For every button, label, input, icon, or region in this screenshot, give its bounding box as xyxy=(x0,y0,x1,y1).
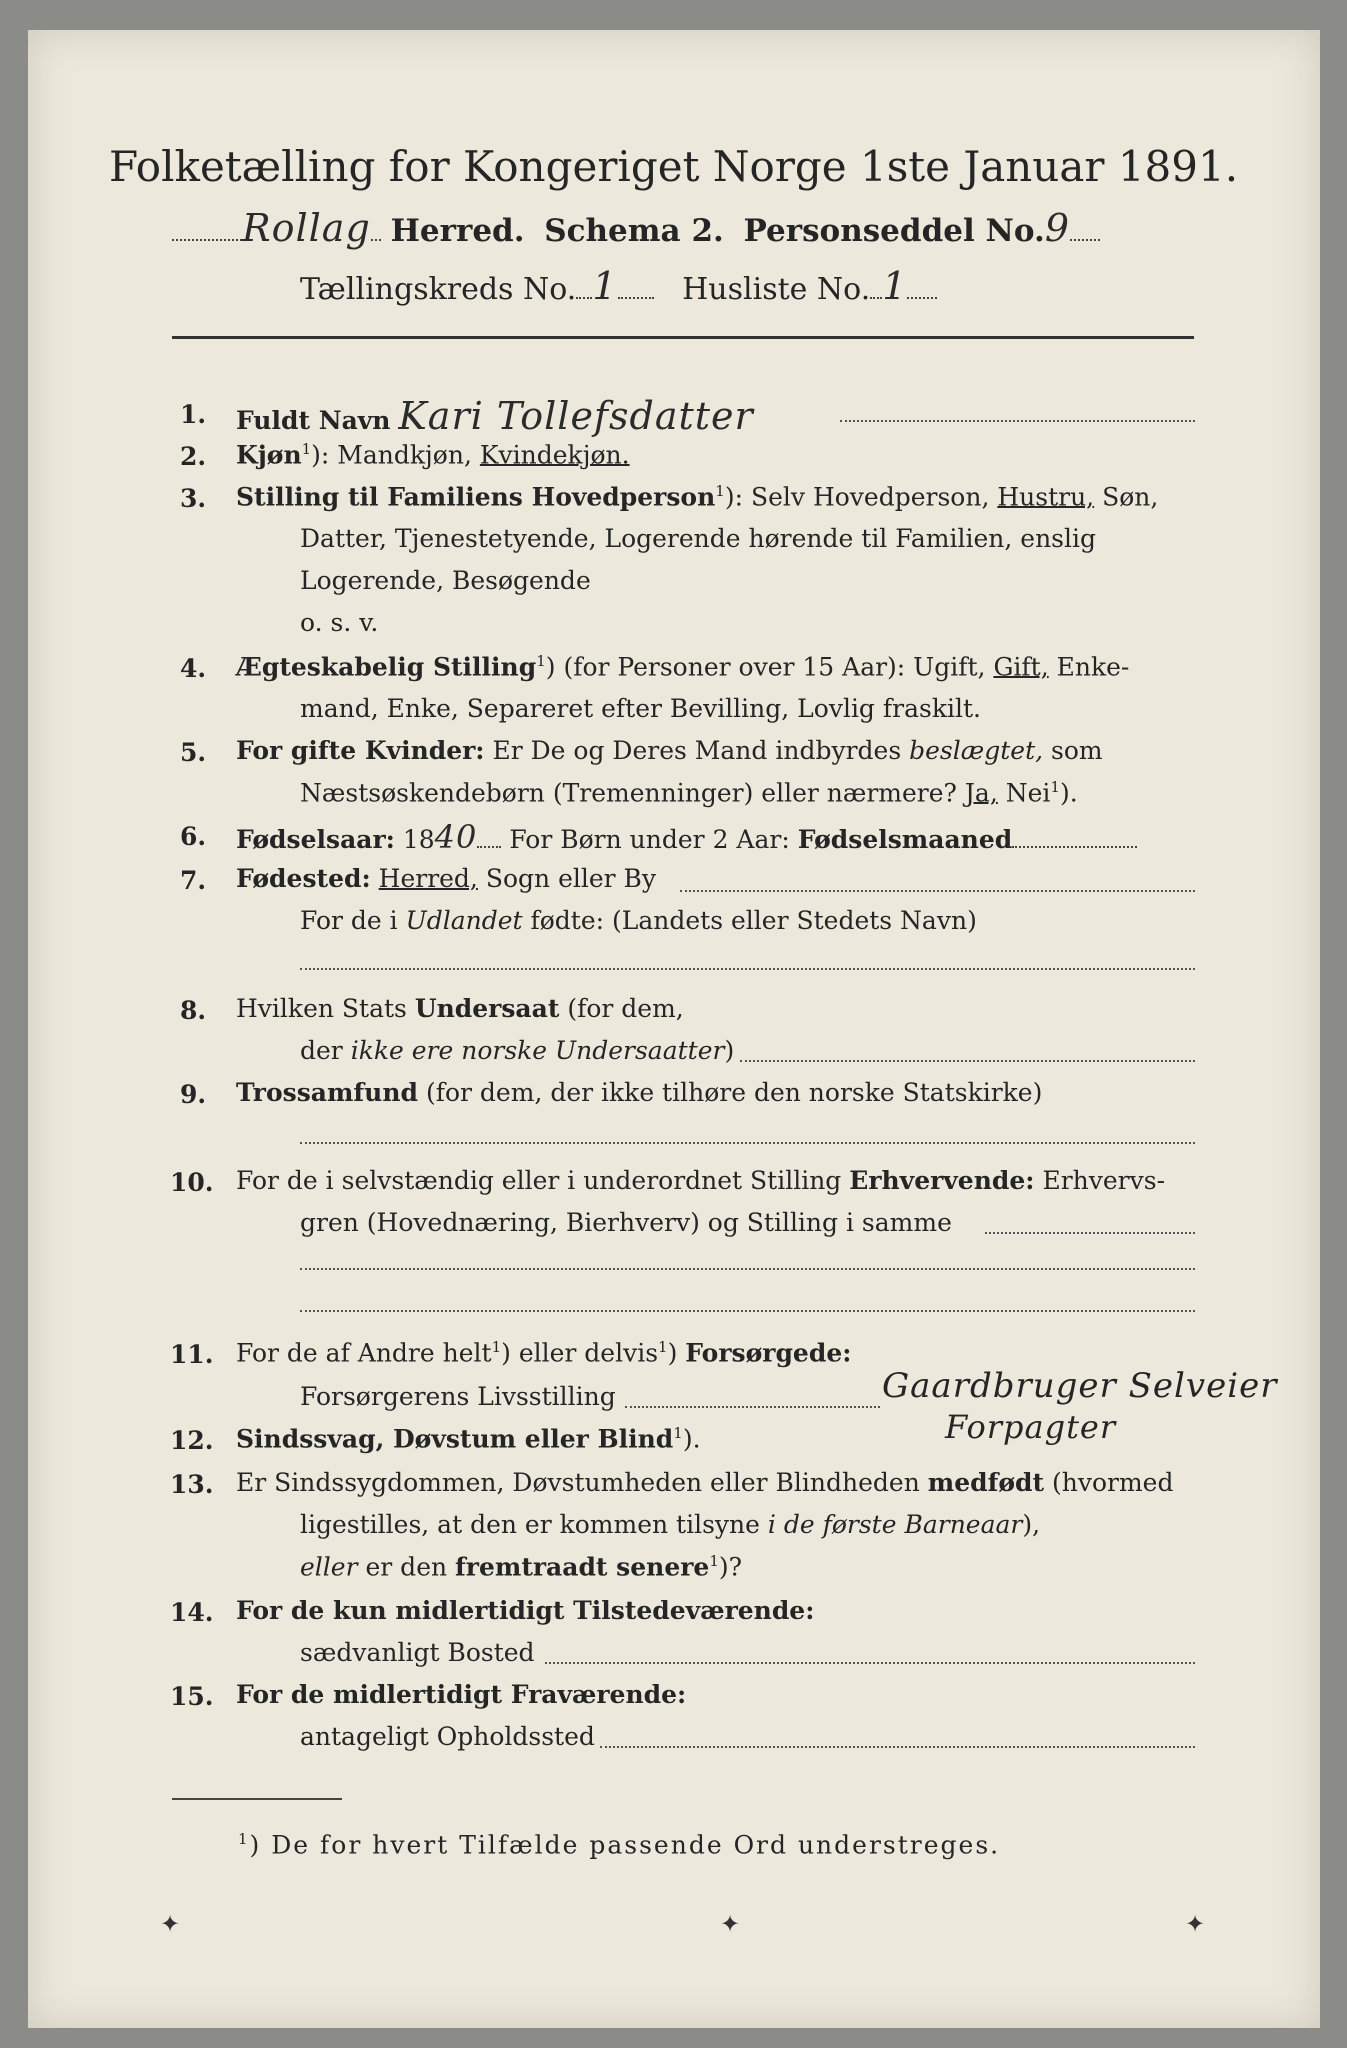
f10-number: 10. xyxy=(170,1168,214,1197)
f13-line2-b: i de første Barneaar xyxy=(767,1510,1023,1539)
f6-value: 40 xyxy=(434,818,478,856)
f10-blank-line-1 xyxy=(300,1268,1195,1270)
f4-line1-b: Gift, xyxy=(993,652,1049,682)
f11-line1-b: ) eller delvis xyxy=(501,1338,659,1368)
f9-blank-line xyxy=(300,1142,1195,1144)
f13-line1-b: medfødt xyxy=(927,1468,1045,1497)
f9-label: Trossamfund xyxy=(236,1078,419,1107)
registration-mark-center-icon: ✦ xyxy=(720,1910,741,1938)
f8-row-1 xyxy=(236,994,684,1023)
f2-row xyxy=(236,440,630,469)
f7-row-2 xyxy=(300,906,977,935)
f6-number: 6. xyxy=(180,822,207,851)
f2-text-b: Kvindekjøn. xyxy=(479,440,630,470)
header-divider xyxy=(172,336,1194,339)
f5-sup: 1 xyxy=(1050,778,1060,796)
f5-line2-d: ). xyxy=(1059,778,1078,808)
f13-line2-c: ), xyxy=(1022,1510,1041,1539)
f6-label2: Fødselsmaaned xyxy=(797,825,1013,854)
herred-line xyxy=(172,206,1100,250)
f9-row xyxy=(236,1078,1042,1107)
f10-blank-line-2 xyxy=(300,1310,1195,1312)
f5-number: 5. xyxy=(180,738,207,767)
f5-label: For gifte Kvinder: xyxy=(236,736,485,765)
f13-sup: 1 xyxy=(709,1552,719,1570)
schema-label: Schema 2. xyxy=(544,213,724,249)
f4-row-1 xyxy=(236,652,1129,681)
f3-row-4: o. s. v. xyxy=(300,608,379,637)
f13-line3-c: fremtraadt senere xyxy=(455,1552,710,1582)
f4-label: Ægteskabelig Stilling xyxy=(236,652,537,682)
f5-row-1 xyxy=(236,736,1103,765)
personseddel-label: Personseddel No. xyxy=(743,213,1045,249)
f7-line2-a: For de i xyxy=(300,906,406,935)
f6-label: Fødselsaar: xyxy=(236,825,395,854)
f8-row-2 xyxy=(300,1036,734,1065)
f8-line1-c: (for dem, xyxy=(559,994,684,1023)
f11-row-2: Forsørgerens Livsstilling xyxy=(300,1382,616,1411)
f11-value-a: Gaardbruger Selveier xyxy=(882,1366,1278,1406)
f3-line1-b: Hustru, xyxy=(997,482,1095,512)
f6-row xyxy=(236,818,1137,856)
f7-text-a xyxy=(371,864,379,893)
f5-line2-c: Nei xyxy=(997,778,1051,808)
f5-line2-b: Ja, xyxy=(964,778,998,808)
f12-number: 12. xyxy=(170,1426,214,1455)
f7-number: 7. xyxy=(180,866,207,895)
f13-line1-a: Er Sindssygdommen, Døvstumheden eller Blindheden xyxy=(236,1468,928,1497)
personseddel-value: 9 xyxy=(1044,206,1070,250)
f3-label: Stilling til Familiens Hovedperson xyxy=(236,482,716,512)
f13-line2-a: ligestilles, at den er kommen tilsyne xyxy=(300,1510,768,1539)
f7-line2-b: Udlandet xyxy=(405,906,523,935)
f7-text-c: Sogn eller By xyxy=(477,864,657,893)
husliste-value: 1 xyxy=(882,264,908,308)
f7-row-1 xyxy=(236,864,656,893)
f8-line1-a: Hvilken Stats xyxy=(236,994,415,1023)
f13-line1-c: (hvormed xyxy=(1044,1468,1174,1497)
f3-row-3: Logerende, Besøgende xyxy=(300,566,591,595)
footnote-divider xyxy=(172,1798,342,1800)
f4-number: 4. xyxy=(180,654,207,683)
f11-number: 11. xyxy=(170,1340,214,1369)
f15-number: 15. xyxy=(170,1682,214,1711)
f1-number: 1. xyxy=(180,400,207,429)
f8-line2-a: der xyxy=(300,1036,351,1065)
herred-value: Rollag xyxy=(242,206,371,250)
f8-number: 8. xyxy=(180,996,207,1025)
f10-dotted-line xyxy=(985,1232,1195,1234)
f6-text: For Børn under 2 Aar: xyxy=(501,825,798,854)
f14-dotted-line xyxy=(545,1662,1195,1664)
kreds-line xyxy=(300,264,937,308)
f4-line1-c: Enke- xyxy=(1048,652,1130,682)
f2-number: 2. xyxy=(180,442,207,471)
f11-line1-a: For de af Andre helt xyxy=(236,1338,492,1368)
f1-row xyxy=(236,394,754,438)
f14-label: For de kun midlertidigt Tilstedeværende: xyxy=(236,1596,815,1625)
f7-line2-c: fødte: (Landets eller Stedets Navn) xyxy=(522,906,977,935)
f7-label: Fødested: xyxy=(236,864,371,893)
f11-dotted-line xyxy=(625,1406,880,1408)
f11-row-1 xyxy=(236,1338,851,1367)
f3-sup: 1 xyxy=(715,482,725,500)
f4-sup: 1 xyxy=(536,652,546,670)
f5-line2-a: Næstsøskendebørn (Tremenninger) eller nærmere? xyxy=(300,778,965,808)
f10-line1-a: For de i selvstændig eller i underordnet Stilling xyxy=(236,1166,850,1195)
f3-line1-c: Søn, xyxy=(1094,482,1159,512)
herred-label: Herred. xyxy=(390,213,525,249)
kreds-label: Tællingskreds No. xyxy=(300,272,577,307)
f9-number: 9. xyxy=(180,1080,207,1109)
form-title: Folketælling for Kongeriget Norge 1ste Januar 1891. xyxy=(108,142,1239,191)
f9-text: (for dem, der ikke tilhøre den norske Statskirke) xyxy=(418,1078,1043,1107)
f3-number: 3. xyxy=(180,484,207,513)
f12-end: ). xyxy=(682,1424,701,1454)
f8-dotted-line xyxy=(740,1060,1195,1062)
f8-line1-b: Undersaat xyxy=(414,994,560,1023)
f11-line1-c: ) xyxy=(667,1338,686,1368)
f10-row-1 xyxy=(236,1166,1165,1195)
footnote-text: ) De for hvert Tilfælde passende Ord understreges. xyxy=(249,1830,1001,1860)
f5-line1-b: beslægtet, xyxy=(909,736,1044,765)
f3-line1-a: ): Selv Hovedperson, xyxy=(724,482,998,512)
f13-line3-d: )? xyxy=(718,1552,743,1582)
f14-number: 14. xyxy=(170,1598,214,1627)
f3-row-2: Datter, Tjenestetyende, Logerende hørende til Familien, enslig xyxy=(300,524,1097,553)
f1-dotted-line xyxy=(840,420,1195,422)
f14-row-2: sædvanligt Bosted xyxy=(300,1638,535,1667)
f2-text-a: ): Mandkjøn, xyxy=(311,440,480,470)
f1-label: Fuldt Navn xyxy=(236,406,391,435)
f10-line1-b: Erhvervende: xyxy=(849,1166,1035,1195)
f10-row-2: gren (Hovednæring, Bierhverv) og Stilling i samme xyxy=(300,1208,952,1237)
f3-row-1 xyxy=(236,482,1158,511)
f8-line2-c: ) xyxy=(724,1036,735,1065)
f11-sup-2: 1 xyxy=(658,1338,668,1356)
census-form-sheet xyxy=(28,30,1320,2028)
f13-number: 13. xyxy=(170,1470,214,1499)
f5-line1-a: Er De og Deres Mand indbyrdes xyxy=(484,736,910,765)
f13-row-3 xyxy=(300,1552,742,1581)
f13-line3-a: eller xyxy=(300,1552,358,1582)
f12-sup: 1 xyxy=(673,1424,683,1442)
f2-label: Kjøn xyxy=(236,440,302,470)
f13-line3-b: er den xyxy=(357,1552,456,1582)
f12-row xyxy=(236,1424,701,1453)
f5-row-2 xyxy=(300,778,1078,807)
f13-row-2 xyxy=(300,1510,1040,1539)
husliste-label: Husliste No. xyxy=(682,272,871,307)
f11-sup-1: 1 xyxy=(491,1338,502,1356)
f12-label: Sindssvag, Døvstum eller Blind xyxy=(236,1424,674,1454)
f4-row-2: mand, Enke, Separeret efter Bevilling, Lovlig fraskilt. xyxy=(300,694,981,723)
f7-dotted-line xyxy=(680,890,1195,892)
f15-dotted-line xyxy=(600,1746,1195,1748)
footnote xyxy=(238,1830,1000,1859)
f2-sup: 1 xyxy=(301,440,312,458)
f13-row-1 xyxy=(236,1468,1173,1497)
footnote-mark: 1 xyxy=(238,1830,250,1848)
f1-value: Kari Tollefsdatter xyxy=(398,394,754,438)
f7-text-b: Herred, xyxy=(378,864,478,893)
f11-line1-d: Forsørgede: xyxy=(685,1338,852,1368)
f15-label: For de midlertidigt Fraværende: xyxy=(236,1680,687,1709)
f5-line1-c: som xyxy=(1043,736,1103,765)
f11-value-b: Forpagter xyxy=(945,1408,1117,1446)
f10-line1-c: Erhvervs- xyxy=(1034,1166,1166,1195)
f8-line2-b: ikke ere norske Undersaatter xyxy=(350,1036,725,1065)
registration-mark-right-icon: ✦ xyxy=(1185,1910,1206,1938)
f7-blank-line xyxy=(300,968,1195,970)
f6-prefix: 18 xyxy=(394,825,435,854)
kreds-value: 1 xyxy=(592,264,618,308)
f15-row-2: antageligt Opholdssted xyxy=(300,1722,595,1751)
registration-mark-left-icon: ✦ xyxy=(160,1910,181,1938)
f4-line1-a: ) (for Personer over 15 Aar): Ugift, xyxy=(545,652,994,682)
